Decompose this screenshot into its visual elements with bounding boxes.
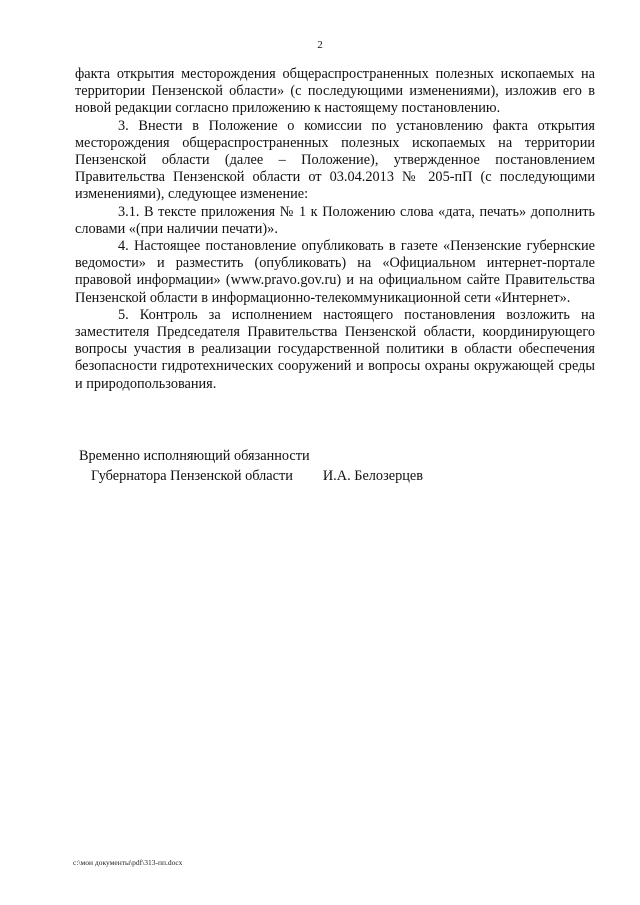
paragraph-item-3: 3. Внести в Положение о комиссии по установлению факта открытия месторождения общераспространенных полезных ископаемых на территории Пензенской области (далее – Положение), утвержденное постановлением Правительства Пензенской области от 03.04.2013 № 205-пП (с последующими изменениями), следующее изменение: [75,117,595,203]
paragraph-item-4: 4. Настоящее постановление опубликовать в газете «Пензенские губернские ведомости» и разместить (опубликовать) на «Официальном интернет-портале правовой информации» (www.pravo.gov.ru) и на официальном сайте Правительства Пензенской области в информационно-телекоммуникационной сети «Интернет». [75,238,595,306]
signatory-title-line-2-row [79,466,599,486]
document-body [75,66,595,393]
paragraph-item-5: 5. Контроль за исполнением настоящего постановления возложить на заместителя Председателя Правительства Пензенской области, координирующего вопросы участия в реализации государственной политики в области обеспечения безопасности гидротехнических сооружений и вопросы охраны окружающей среды и природопользования. [75,306,595,392]
footer-file-path: c:\мои документы\pdf\313-пп.docx [73,858,183,867]
signature-block [79,446,599,486]
signatory-title-line-2: Губернатора Пензенской области [91,468,293,484]
signatory-title-line-1: Временно исполняющий обязанности [79,448,310,464]
paragraph-continuation: факта открытия месторождения общераспространенных полезных ископаемых на территории Пензенской области» (с последующими изменениями), изложив его в новой редакции согласно приложению к настоящему постановлению. [75,66,595,117]
paragraph-item-3-1: 3.1. В тексте приложения № 1 к Положению слова «дата, печать» дополнить словами «(при наличии печати)». [75,203,595,237]
signatory-name: И.А. Белозерцев [322,468,423,484]
page-number: 2 [317,39,323,51]
